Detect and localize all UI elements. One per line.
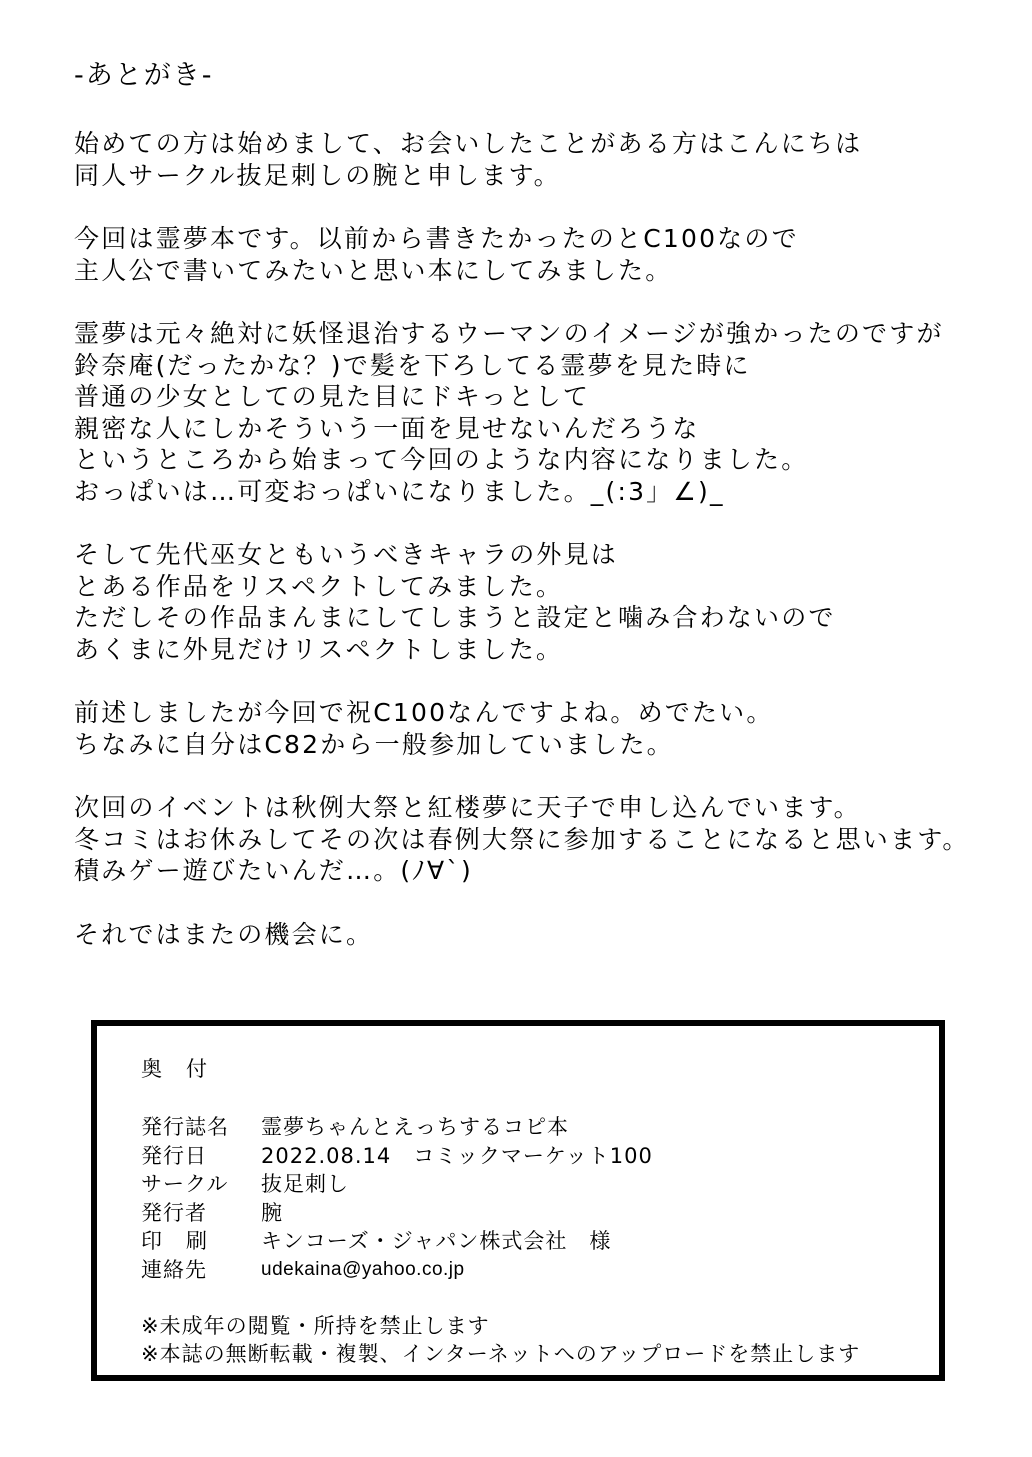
afterword-line: ただしその作品まんまにしてしまうと設定と噛み合わないので bbox=[74, 603, 836, 632]
colophon-row-printer bbox=[141, 1227, 653, 1256]
colophon-row-date bbox=[141, 1142, 653, 1171]
afterword-line: 積みゲー遊びたいんだ…。(ﾉ∀`) bbox=[74, 856, 474, 885]
afterword-line: そして先代巫女ともいうべきキャラの外見は bbox=[74, 540, 619, 569]
colophon-value: 抜足刺し bbox=[261, 1172, 349, 1196]
colophon-label: 発行日 bbox=[141, 1143, 207, 1168]
notice-minors: ※未成年の閲覧・所持を禁止します bbox=[141, 1314, 490, 1338]
afterword-line: 普通の少女としての見た目にドキっとして bbox=[74, 382, 591, 411]
afterword-line: とある作品をリスペクトしてみました。 bbox=[74, 571, 564, 601]
afterword-paragraph-character bbox=[74, 539, 1004, 665]
afterword-line: 同人サークル抜足刺しの腕と申します。 bbox=[74, 160, 561, 190]
afterword-line: 親密な人にしかそういう一面を見せないんだろうな bbox=[74, 413, 700, 443]
colophon-value: キンコーズ・ジャパン株式会社 様 bbox=[261, 1229, 612, 1253]
afterword-line: 次回のイベントは秋例大祭と紅楼夢に天子で申し込んでいます。 bbox=[74, 793, 861, 822]
afterword-line: 霊夢は元々絶対に妖怪退治するウーマンのイメージが強かったのですが bbox=[74, 319, 944, 348]
afterword-paragraph-topic bbox=[74, 223, 1004, 286]
afterword-paragraph-closing bbox=[74, 919, 1004, 951]
afterword-line: それではまたの機会に。 bbox=[74, 919, 374, 949]
afterword-title: -あとがき- bbox=[74, 60, 214, 91]
afterword-line: あくまに外見だけリスペクトしました。 bbox=[74, 634, 564, 664]
colophon-value: 腕 bbox=[261, 1200, 283, 1225]
afterword-body bbox=[74, 128, 1004, 982]
afterword-paragraph-events bbox=[74, 792, 1004, 887]
afterword-line: 冬コミはお休みしてその次は春例大祭に参加することになると思います。 bbox=[74, 824, 970, 854]
colophon-label: 印刷 bbox=[141, 1229, 231, 1253]
colophon-value: 霊夢ちゃんとえっちするコピ本 bbox=[261, 1115, 569, 1139]
colophon-row-title bbox=[141, 1113, 653, 1142]
colophon-table bbox=[141, 1113, 653, 1284]
colophon-label: 連絡先 bbox=[141, 1257, 207, 1282]
notice-reproduction: ※本誌の無断転載・複製、インターネットへのアップロードを禁止します bbox=[141, 1342, 861, 1366]
colophon-title: 奥付 bbox=[141, 1057, 231, 1081]
afterword-paragraph-concept bbox=[74, 318, 1004, 507]
afterword-line: ちなみに自分はC82から一般参加していました。 bbox=[74, 729, 674, 759]
afterword-paragraph-greeting bbox=[74, 128, 1004, 191]
contact-email: udekaina@yahoo.co.jp bbox=[261, 1258, 465, 1280]
colophon-row-publisher bbox=[141, 1199, 653, 1228]
afterword-line: おっぱいは…可変おっぱいになりました。_(:3」∠)_ bbox=[74, 476, 725, 506]
colophon-label: 発行者 bbox=[141, 1200, 207, 1225]
colophon-row-circle bbox=[141, 1170, 653, 1199]
afterword-line: 今回は霊夢本です。以前から書きたかったのとC100なので bbox=[74, 224, 799, 253]
colophon-row-contact bbox=[141, 1256, 653, 1285]
afterword-line: というところから始まって今回のような内容になりました。 bbox=[74, 445, 809, 474]
afterword-paragraph-c100 bbox=[74, 697, 1004, 760]
afterword-line: 前述しましたが今回で祝C100なんですよね。めでたい。 bbox=[74, 698, 774, 727]
colophon-label: 発行誌名 bbox=[141, 1115, 229, 1139]
colophon-notices bbox=[141, 1312, 860, 1368]
afterword-line: 主人公で書いてみたいと思い本にしてみました。 bbox=[74, 255, 673, 285]
colophon-value: 2022.08.14 コミックマーケット100 bbox=[261, 1143, 653, 1168]
afterword-line: 始めての方は始めまして、お会いしたことがある方はこんにちは bbox=[74, 129, 863, 158]
colophon-label: サークル bbox=[141, 1172, 229, 1196]
afterword-line: 鈴奈庵(だったかな？)で髪を下ろしてる霊夢を見た時に bbox=[74, 350, 751, 380]
colophon-box bbox=[91, 1020, 945, 1381]
